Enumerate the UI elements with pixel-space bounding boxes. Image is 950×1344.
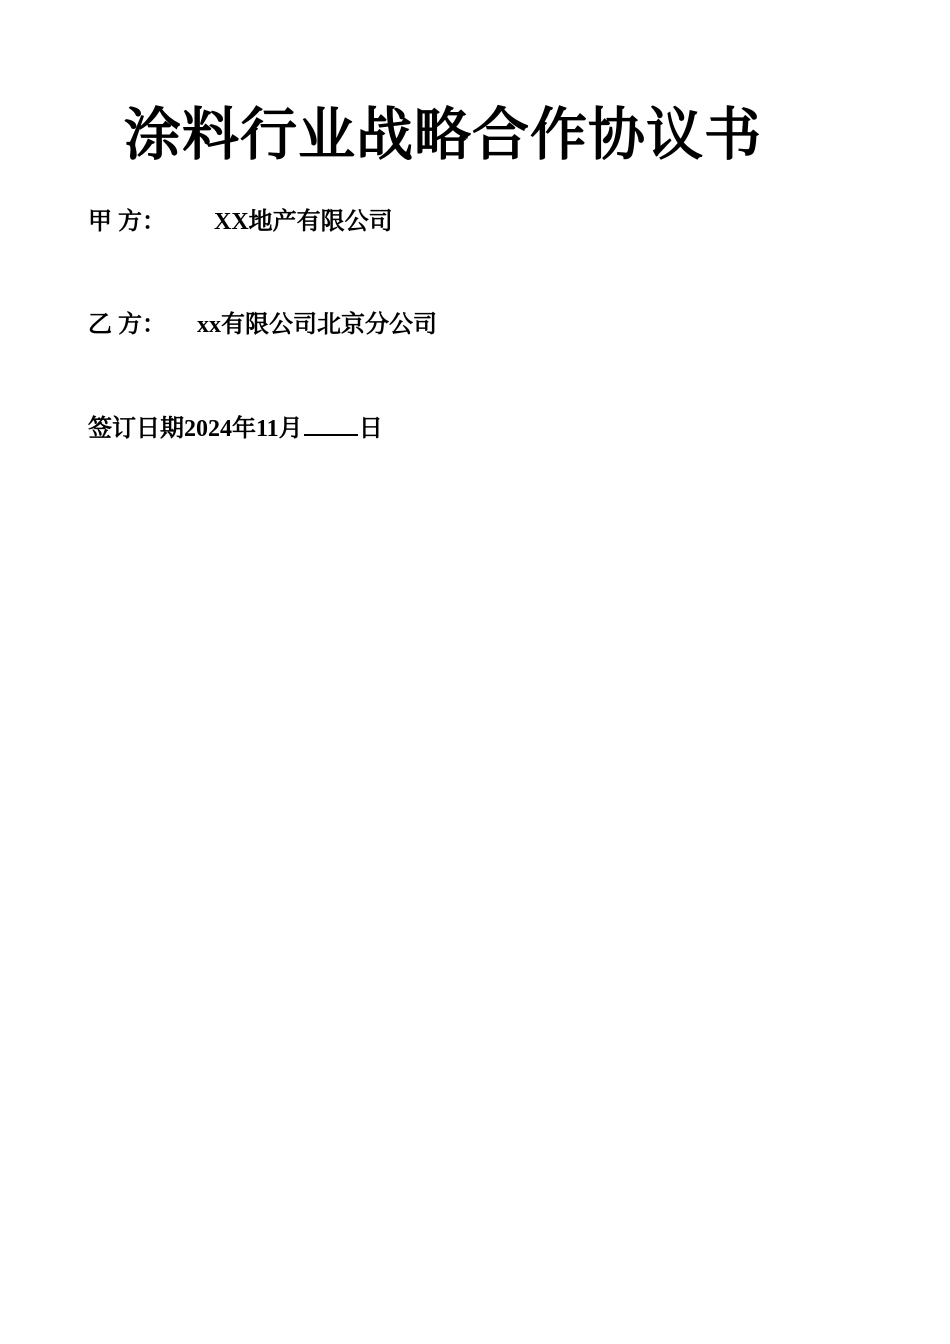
party-b-label: 乙 方：	[88, 312, 166, 338]
signing-date-line	[88, 412, 383, 445]
signing-date-prefix: 签订日期2024年11月	[88, 416, 303, 442]
signing-date-suffix: 日	[358, 416, 383, 442]
party-b-line	[88, 309, 437, 341]
document-title: 涂料行业战略合作协议书	[124, 102, 762, 168]
day-blank	[304, 412, 358, 436]
party-b-value: xx有限公司北京分公司	[197, 312, 437, 338]
party-a-line	[88, 206, 393, 238]
party-a-label: 甲 方：	[88, 209, 166, 235]
party-a-value: XX地产有限公司	[214, 209, 393, 235]
